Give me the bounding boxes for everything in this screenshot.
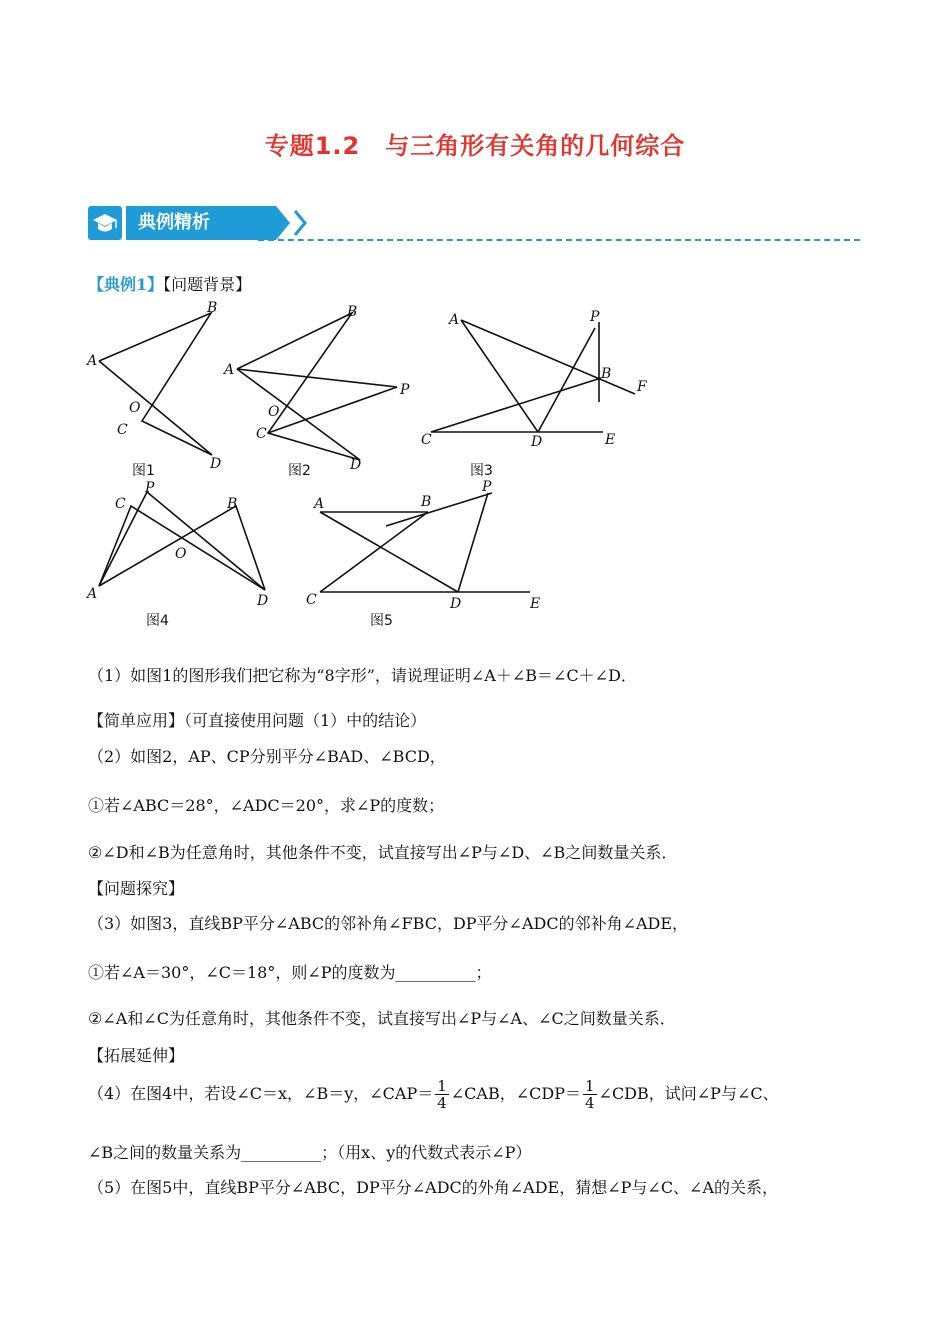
- question-4b: ∠B之间的数量关系为__________；（用x、y的代数式表示∠P）: [88, 1143, 532, 1162]
- fig3-label-b: B: [601, 366, 612, 382]
- fig3-label-c: C: [421, 432, 432, 448]
- fraction-1-denominator: 4: [437, 1094, 447, 1112]
- fraction-1-numerator: 1: [437, 1077, 447, 1095]
- fig5-label-e: E: [530, 596, 541, 612]
- question-2b: ②∠D和∠B为任意角时，其他条件不变，试直接写出∠P与∠D、∠B之间数量关系．: [88, 843, 678, 862]
- chevron-right-icon: [293, 210, 307, 236]
- fig5-label-c: C: [306, 592, 317, 608]
- fig5-label-b: B: [421, 494, 432, 510]
- fig1-label-o: O: [129, 400, 141, 416]
- question-1: （1）如图1的图形我们把它称为“8字形”，请说理证明∠A＋∠B＝∠C＋∠D．: [88, 666, 637, 685]
- banner-label: 典例精析: [126, 206, 276, 240]
- fig1-label-b: B: [207, 300, 218, 316]
- fig3-label-a: A: [449, 312, 460, 328]
- question-2a: ①若∠ABC＝28°，∠ADC＝20°，求∠P的度数；: [88, 796, 445, 815]
- fig2-label-a: A: [224, 362, 235, 378]
- fraction-2-denominator: 4: [584, 1094, 595, 1112]
- fig4-label-d: D: [257, 593, 269, 609]
- fig2-label-d: D: [350, 457, 362, 473]
- fig5-label-p: P: [482, 479, 492, 495]
- section-label: 【问题背景】: [163, 275, 252, 294]
- question-3a: ①若∠A＝30°，∠C＝18°，则∠P的度数为__________；: [88, 963, 492, 982]
- graduation-cap-icon: [88, 206, 122, 240]
- figure-2-caption: 图2: [288, 463, 311, 479]
- fraction-one-quarter-1: [435, 1078, 449, 1111]
- fig2-label-b: B: [347, 304, 358, 320]
- fig5-label-d: D: [450, 596, 462, 612]
- fraction-2-numerator: 1: [584, 1077, 595, 1095]
- fraction-one-quarter-2: [583, 1078, 597, 1111]
- question-4-part-3: ∠CDB，试问∠P与∠C、: [598, 1084, 779, 1103]
- fig2-label-p: P: [400, 382, 410, 398]
- figure-4-caption: 图4: [146, 613, 169, 629]
- question-4-part-2: ∠CAB，∠CDP＝: [450, 1084, 581, 1103]
- banner-divider: [258, 239, 860, 241]
- fig4-label-o: O: [175, 546, 187, 562]
- page-title: 专题1.2 与三角形有关角的几何综合: [264, 132, 686, 160]
- section-extension: 【拓展延伸】: [88, 1046, 185, 1065]
- fig3-label-d: D: [531, 434, 543, 450]
- fig1-label-a: A: [87, 353, 98, 369]
- example-tag: 【典例1】: [88, 275, 164, 294]
- fig4-label-b: B: [227, 496, 238, 512]
- fig1-label-d: D: [210, 456, 222, 472]
- figure-3: [415, 298, 665, 473]
- fig1-label-c: C: [117, 422, 128, 438]
- fig4-label-c: C: [115, 496, 126, 512]
- fig2-label-c: C: [256, 426, 267, 442]
- figure-4: [85, 478, 285, 618]
- fig3-label-p: P: [590, 309, 600, 325]
- fig3-label-f: F: [637, 379, 647, 395]
- fig2-label-o: O: [268, 404, 280, 420]
- example-heading: [88, 272, 251, 295]
- figure-5-caption: 图5: [370, 613, 393, 629]
- question-2: （2）如图2，AP、CP分别平分∠BAD、∠BCD，: [88, 747, 446, 766]
- question-4: [88, 1078, 779, 1111]
- fig3-label-e: E: [605, 432, 616, 448]
- fig4-label-p: P: [145, 480, 155, 496]
- fig5-label-a: A: [314, 496, 325, 512]
- section-problem-exploration: 【问题探究】: [88, 879, 185, 898]
- question-5: （5）在图5中，直线BP平分∠ABC，DP平分∠ADC的外角∠ADE，猜想∠P与∠C、∠A的关系，: [88, 1178, 779, 1197]
- figure-3-caption: 图3: [470, 463, 493, 479]
- figure-1-caption: 图1: [132, 463, 155, 479]
- figure-2: [220, 298, 420, 473]
- figure-5: [300, 478, 560, 618]
- question-3: （3）如图3，直线BP平分∠ABC的邻补角∠FBC，DP平分∠ADC的邻补角∠ADE，: [88, 914, 689, 933]
- section-simple-application: 【简单应用】（可直接使用问题（1）中的结论）: [88, 711, 427, 730]
- question-3b: ②∠A和∠C为任意角时，其他条件不变，试直接写出∠P与∠A、∠C之间数量关系．: [88, 1009, 676, 1028]
- fig4-label-a: A: [87, 586, 98, 602]
- figure-1: [85, 298, 235, 473]
- question-4-part-1: （4）在图4中，若设∠C＝x，∠B＝y，∠CAP＝: [88, 1084, 434, 1103]
